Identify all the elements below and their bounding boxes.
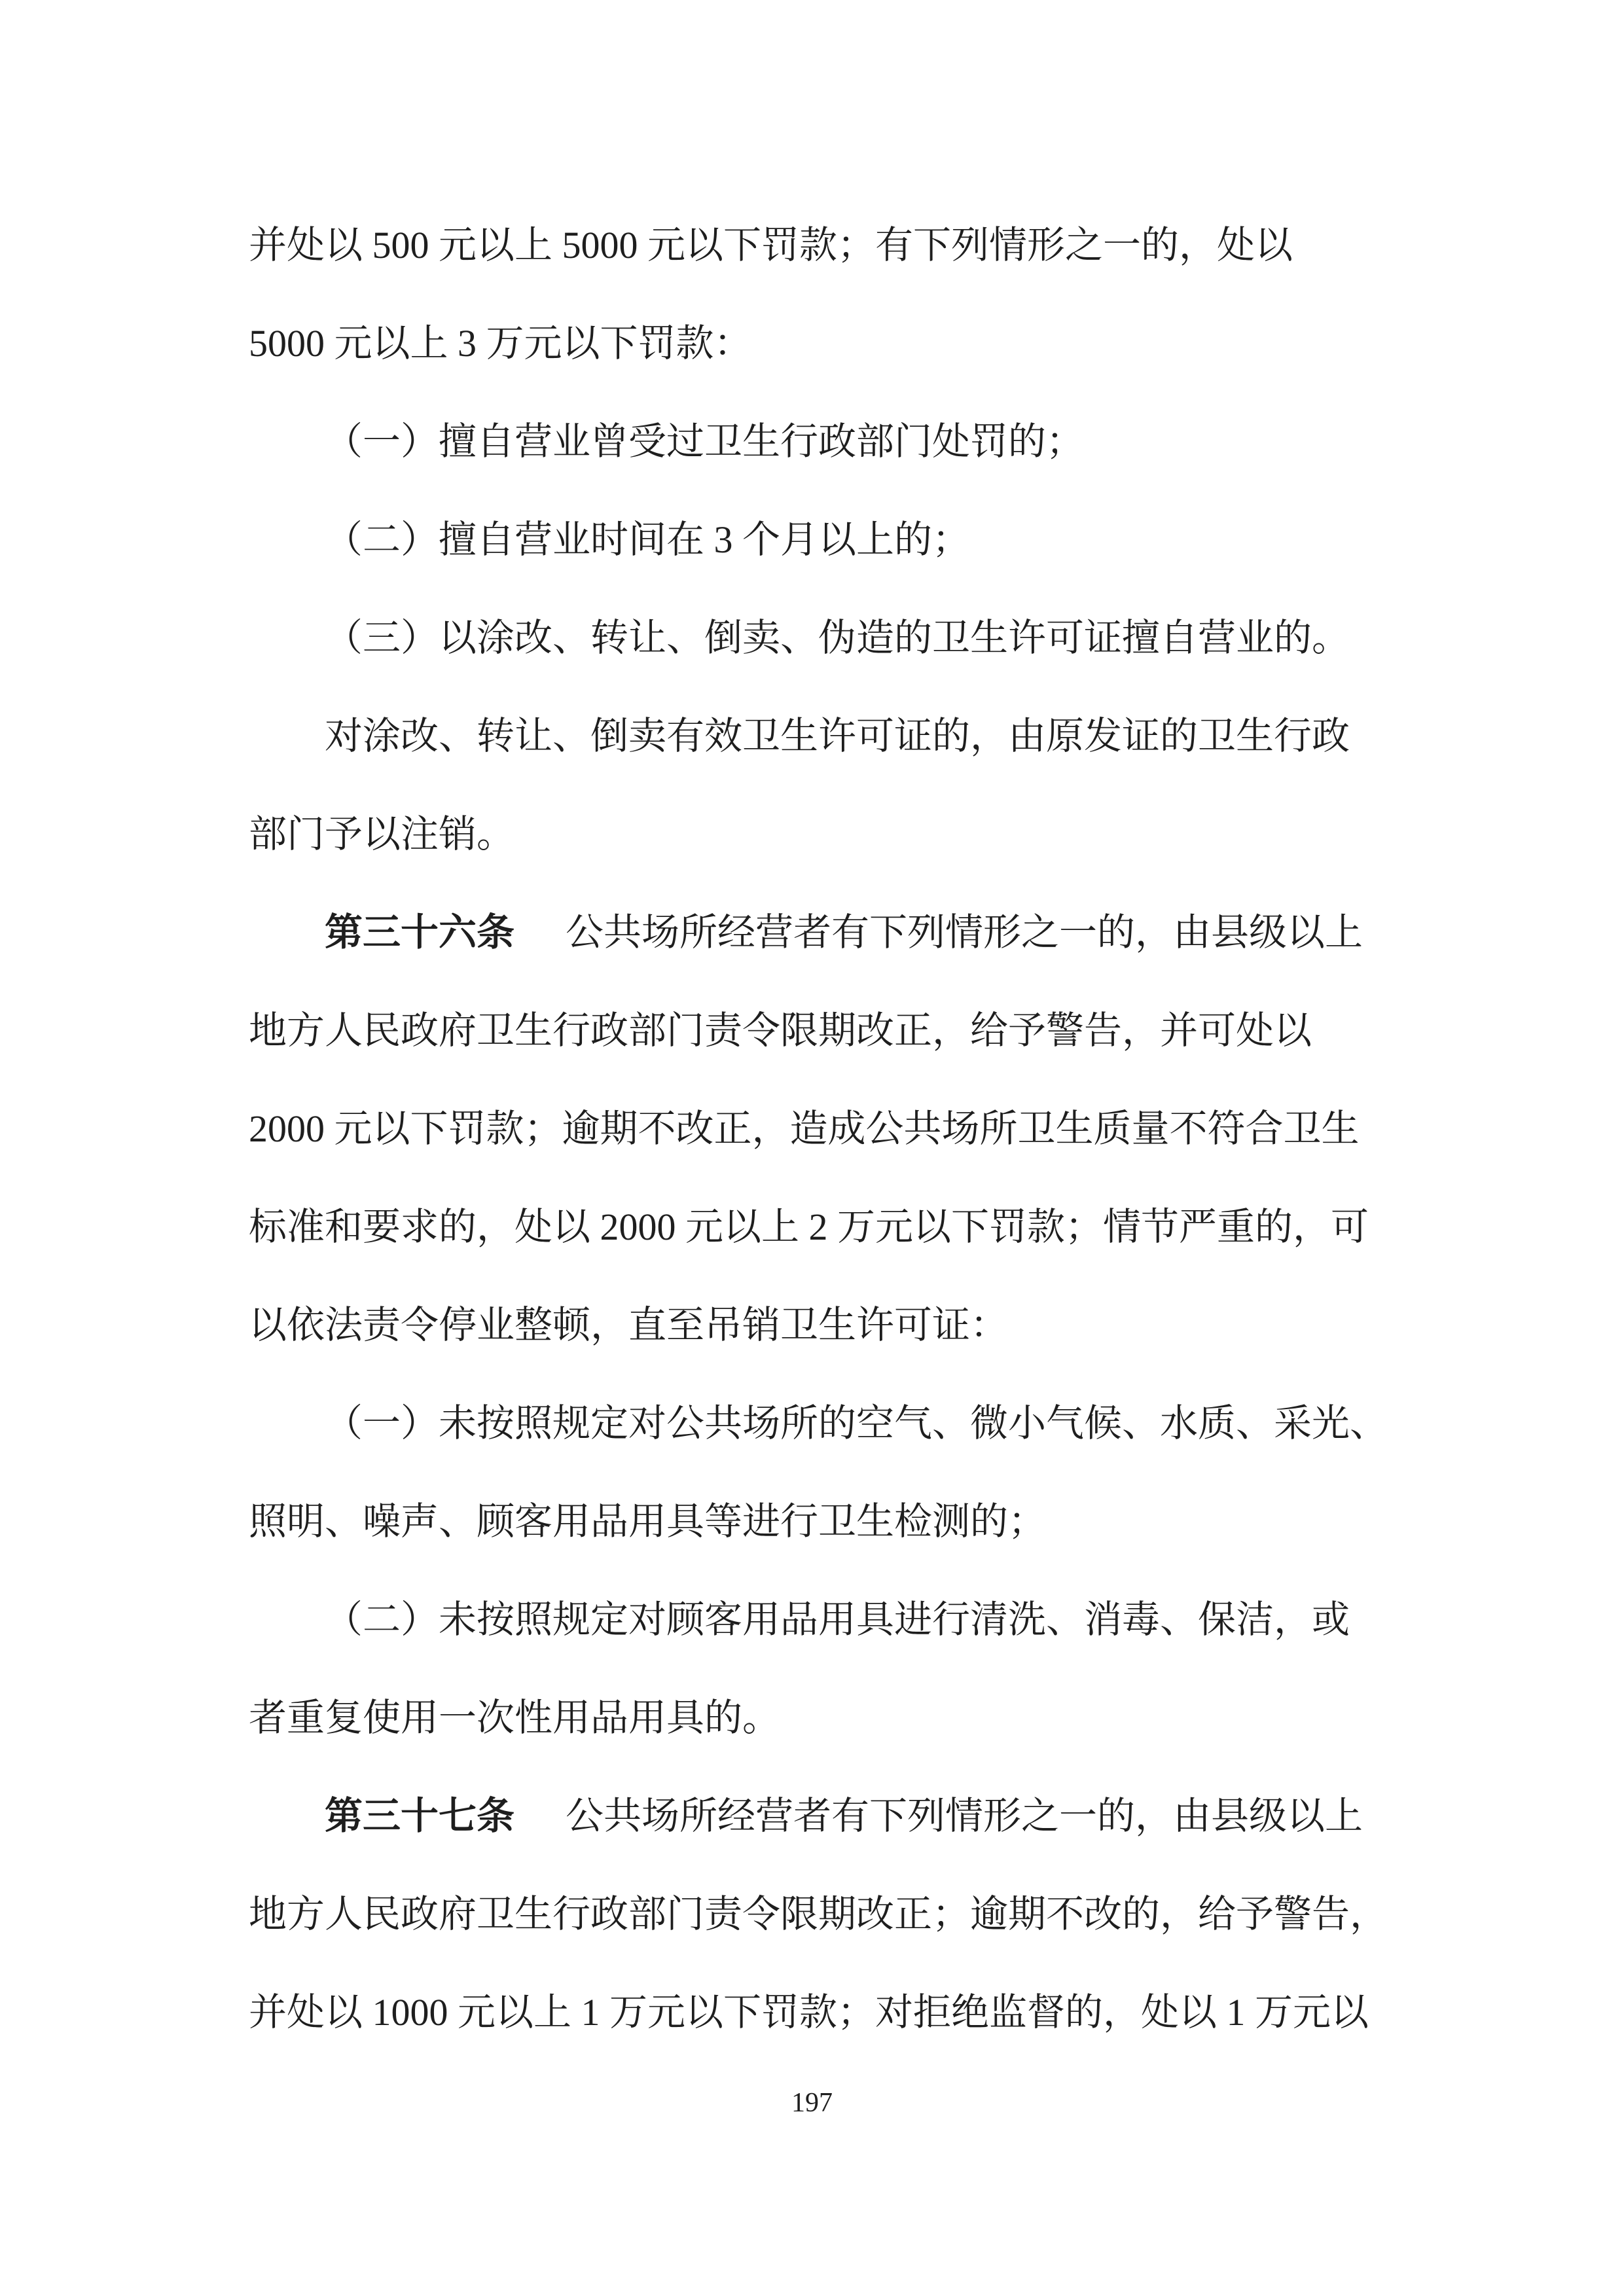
article-number: 第三十七条 — [325, 1795, 515, 1837]
text-segment: 地方人民政府卫生行政部门责令限期改正；逾期不改的，给予警告， — [249, 1893, 1388, 1935]
text-segment: 并处以 1000 元以上 1 万元以下罚款；对拒绝监督的，处以 1 万元以 — [249, 1991, 1369, 2034]
text-segment: 公共场所经营者有下列情形之一的，由县级以上 — [566, 911, 1363, 954]
text-line — [249, 1767, 1420, 1865]
text-line — [249, 295, 1420, 393]
text-line — [249, 1276, 1420, 1374]
text-line — [249, 687, 1420, 785]
text-line — [249, 1964, 1420, 2062]
text-segment: 地方人民政府卫生行政部门责令限期改正，给予警告，并可处以 — [249, 1009, 1312, 1052]
text-line — [249, 1571, 1420, 1669]
text-segment: 部门予以注销。 — [249, 813, 515, 855]
text-line — [249, 589, 1420, 687]
text-line — [249, 491, 1420, 589]
text-line — [249, 1080, 1420, 1178]
text-line — [249, 1473, 1420, 1571]
text-line — [249, 1374, 1420, 1473]
text-line — [249, 884, 1420, 982]
page-number: 197 — [791, 2088, 833, 2118]
text-line — [249, 196, 1420, 295]
text-segment: 并处以 500 元以上 5000 元以下罚款；有下列情形之一的，处以 — [249, 224, 1293, 266]
text-segment: 5000 元以上 3 万元以下罚款： — [249, 322, 752, 365]
text-segment: （一）未按照规定对公共场所的空气、微小气候、水质、采光、 — [325, 1402, 1388, 1444]
text-segment: 照明、噪声、顾客用品用具等进行卫生检测的； — [249, 1500, 1047, 1543]
text-line — [249, 1178, 1420, 1276]
text-segment: 公共场所经营者有下列情形之一的，由县级以上 — [566, 1795, 1363, 1837]
text-segment: （三）以涂改、转让、倒卖、伪造的卫生许可证擅自营业的。 — [325, 617, 1350, 659]
text-line — [249, 1865, 1420, 1964]
text-line — [249, 393, 1420, 491]
text-line — [249, 982, 1420, 1080]
text-segment: （一）擅自营业曾受过卫生行政部门处罚的； — [325, 420, 1085, 463]
text-segment: 者重复使用一次性用品用具的。 — [249, 1696, 781, 1739]
article-number: 第三十六条 — [325, 911, 515, 954]
body-text — [249, 196, 1420, 2062]
text-segment: （二）未按照规定对顾客用品用具进行清洗、消毒、保洁，或 — [325, 1598, 1350, 1641]
text-segment: 以依法责令停业整顿，直至吊销卫生许可证： — [249, 1304, 1009, 1346]
text-segment: 2000 元以下罚款；逾期不改正，造成公共场所卫生质量不符合卫生 — [249, 1107, 1360, 1150]
text-line — [249, 785, 1420, 884]
text-line — [249, 1669, 1420, 1767]
text-segment: 标准和要求的，处以 2000 元以上 2 万元以下罚款；情节严重的，可 — [249, 1206, 1369, 1248]
text-segment: 对涂改、转让、倒卖有效卫生许可证的，由原发证的卫生行政 — [325, 715, 1350, 757]
text-segment: （二）擅自营业时间在 3 个月以上的； — [325, 518, 971, 561]
